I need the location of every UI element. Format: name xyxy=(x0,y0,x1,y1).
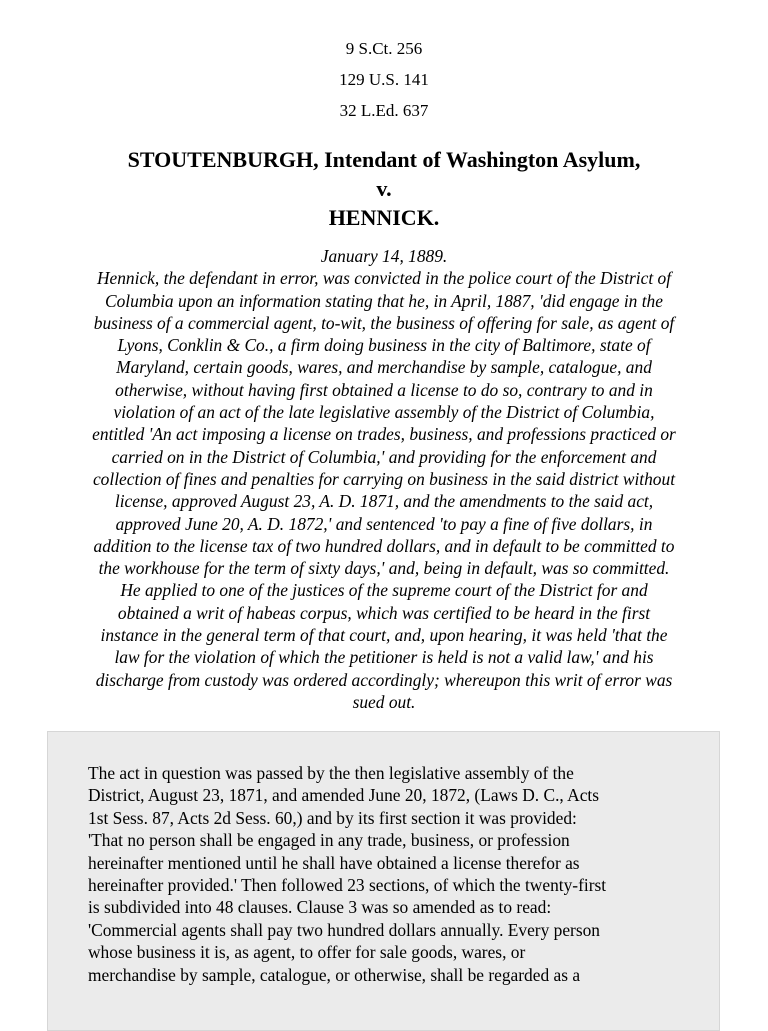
syllabus-line: business of a commercial agent, to-wit, the business of offering for sale, as agent of xyxy=(93,312,675,333)
syllabus-line: obtained a writ of habeas corpus, which was certified to be heard in the first xyxy=(117,602,651,623)
syllabus-line: instance in the general term of that court, and, upon hearing, it was held 'that the xyxy=(100,625,668,646)
case-title-respondent: HENNICK. xyxy=(328,205,440,230)
opinion-line: hereinafter provided.' Then followed 23 sections, of which the twenty-first xyxy=(88,875,607,896)
syllabus-line: otherwise, without having first obtained a license to do so, contrary to and in xyxy=(115,379,653,400)
syllabus-line: law for the violation of which the petitioner is held is not a valid law,' and his xyxy=(114,647,654,668)
opinion-line: 'Commercial agents shall pay two hundred dollars annually. Every person xyxy=(88,919,600,940)
syllabus-line: sued out. xyxy=(352,691,416,712)
syllabus-line: Lyons, Conklin & Co., a firm doing business in the city of Baltimore, state of xyxy=(117,335,651,356)
opinion-line: hereinafter mentioned until he shall have obtained a license therefor as xyxy=(88,852,580,873)
syllabus-line: the workhouse for the term of sixty days,' and, being in default, was so committed. xyxy=(98,558,670,579)
case-title-petitioner: STOUTENBURGH, Intendant of Washington Asylum, xyxy=(127,147,641,172)
citation-sct: 9 S.Ct. 256 xyxy=(345,39,423,58)
opinion-line: The act in question was passed by the then legislative assembly of the xyxy=(88,763,574,783)
opinion-line: District, August 23, 1871, and amended June 20, 1872, (Laws D. C., Acts xyxy=(88,785,600,806)
syllabus-line: He applied to one of the justices of the supreme court of the District for and xyxy=(120,580,648,601)
syllabus-line: license, approved August 23, A. D. 1871, and the amendments to the said act, xyxy=(114,491,654,512)
syllabus-line: discharge from custody was ordered accordingly; whereupon this writ of error was xyxy=(95,669,673,690)
opinion-line: whose business it is, as agent, to offer for sale goods, wares, or xyxy=(88,942,526,963)
opinion-panel xyxy=(47,731,720,1031)
syllabus-line: collection of fines and penalties for carrying on business in the said district without xyxy=(92,468,676,489)
syllabus-line: addition to the license tax of two hundred dollars, and in default to be committed to xyxy=(93,535,675,556)
syllabus-line: Maryland, certain goods, wares, and merchandise by sample, catalogue, and xyxy=(116,357,652,378)
syllabus xyxy=(46,245,722,713)
opinion-line: 'That no person shall be engaged in any trade, business, or profession xyxy=(88,830,570,851)
opinion-text xyxy=(88,762,688,986)
citation-led: 32 L.Ed. 637 xyxy=(339,101,429,120)
syllabus-line: carried on in the District of Columbia,' and providing for the enforcement and xyxy=(111,446,657,467)
syllabus-line: Hennick, the defendant in error, was convicted in the police court of the District of xyxy=(96,268,672,289)
syllabus-line: approved June 20, A. D. 1872,' and sentenced 'to pay a fine of five dollars, in xyxy=(115,513,653,534)
case-title-versus: v. xyxy=(376,176,392,201)
syllabus-line: Columbia upon an information stating that he, in April, 1887, 'did engage in the xyxy=(105,290,663,311)
opinion-line: is subdivided into 48 clauses. Clause 3 was so amended as to read: xyxy=(88,897,552,918)
opinion-line: 1st Sess. 87, Acts 2d Sess. 60,) and by its first section it was provided: xyxy=(88,807,577,828)
syllabus-line: violation of an act of the late legislative assembly of the District of Columbia, xyxy=(113,402,655,423)
syllabus-line: entitled 'An act imposing a license on trades, business, and professions practiced or xyxy=(92,424,676,445)
decision-date: January 14, 1889. xyxy=(320,246,448,266)
citation-us: 129 U.S. 141 xyxy=(339,70,429,89)
case-title xyxy=(0,145,768,232)
citations xyxy=(0,33,768,126)
opinion-line: merchandise by sample, catalogue, or otherwise, shall be regarded as a xyxy=(88,964,581,985)
